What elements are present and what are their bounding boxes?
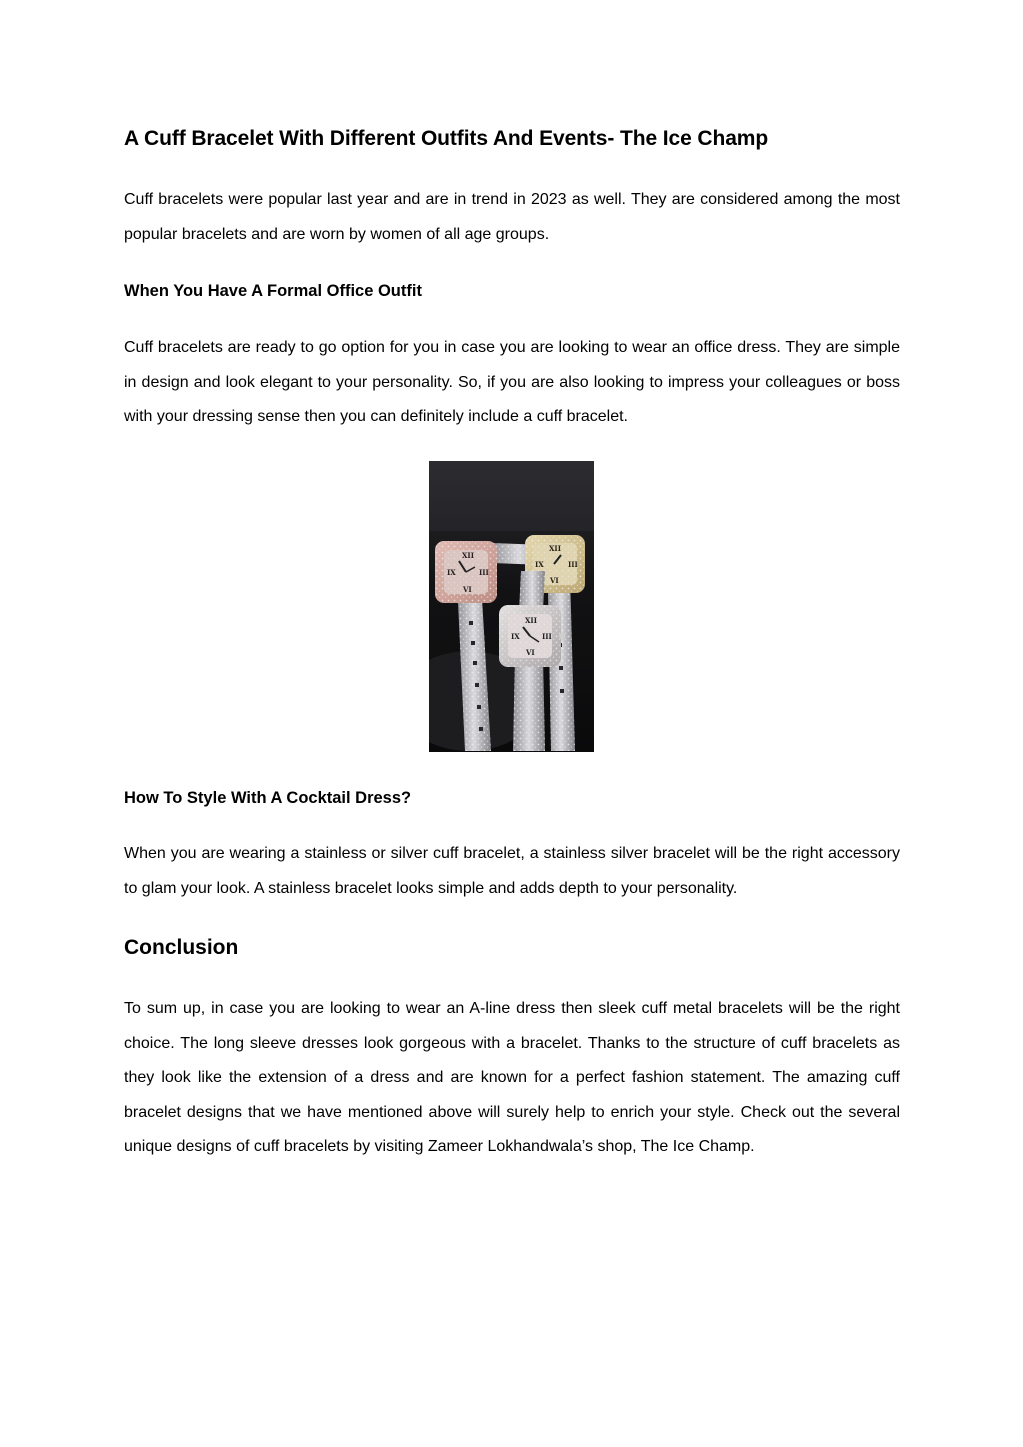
svg-text:XII: XII bbox=[549, 544, 561, 553]
svg-text:III: III bbox=[568, 560, 578, 569]
svg-text:VI: VI bbox=[463, 585, 472, 594]
svg-text:XII: XII bbox=[462, 551, 474, 560]
watches-photo bbox=[429, 461, 594, 752]
intro-paragraph: Cuff bracelets were popular last year and are in trend in 2023 as well. They are considered among the most popular bracelets and are worn by women of all age groups. bbox=[124, 191, 900, 243]
section-heading-cocktail-dress: How To Style With A Cocktail Dress? bbox=[124, 789, 412, 807]
section-body-cocktail-dress: When you are wearing a stainless or silver cuff bracelet, a stainless silver bracelet will be the right accessory to glam your look. A stainless bracelet looks simple and adds depth to your personality. bbox=[124, 845, 900, 897]
document-title: A Cuff Bracelet With Different Outfits And Events- The Ice Champ bbox=[124, 127, 769, 150]
svg-text:III: III bbox=[542, 632, 552, 641]
svg-text:III: III bbox=[479, 568, 489, 577]
svg-text:IX: IX bbox=[447, 568, 456, 577]
section-heading-office-outfit: When You Have A Formal Office Outfit bbox=[124, 282, 422, 300]
svg-text:VI: VI bbox=[550, 576, 559, 585]
svg-text:VI: VI bbox=[526, 648, 535, 657]
conclusion-heading: Conclusion bbox=[124, 936, 239, 959]
svg-text:XII: XII bbox=[525, 616, 537, 625]
section-body-office-outfit: Cuff bracelets are ready to go option for you in case you are looking to wear an office dress. They are simple in design and look elegant to your personality. So, if you are also looking to impress your colleagues or boss with your dressing sense then you can definitely include a cuff bracelet. bbox=[124, 339, 900, 425]
svg-text:IX: IX bbox=[535, 560, 544, 569]
conclusion-paragraph: To sum up, in case you are looking to wear an A-line dress then sleek cuff metal bracelets will be the right choice. The long sleeve dresses look gorgeous with a bracelet. Thanks to the structure of cuff bracelets as they look like the extension of a dress and are known for a perfect fashion statement. The amazing cuff bracelet designs that we have mentioned above will surely help to enrich your style. Check out the several unique designs of cuff bracelets by visiting Zameer Lokhandwala’s shop, The Ice Champ. bbox=[124, 1000, 900, 1155]
svg-text:IX: IX bbox=[511, 632, 520, 641]
